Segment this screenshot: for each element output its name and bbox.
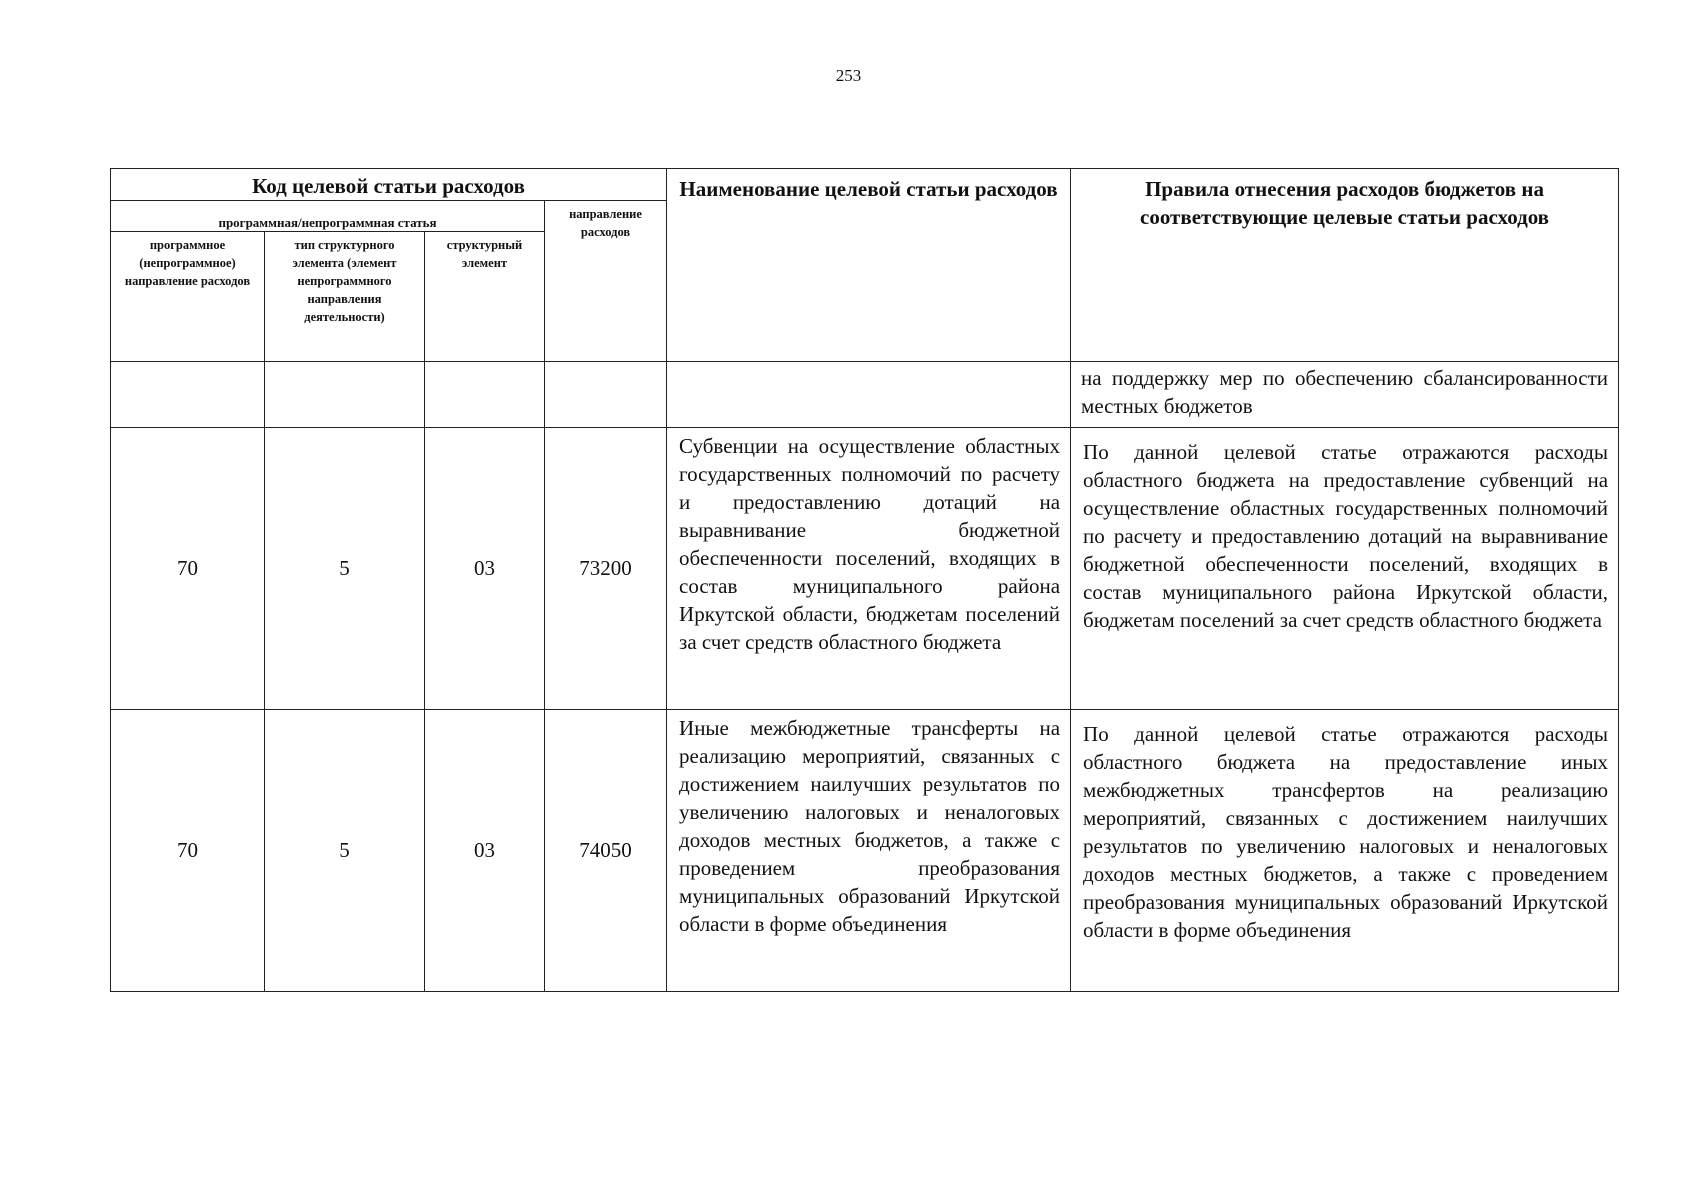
empty-cell <box>667 362 1071 428</box>
empty-cell <box>545 362 667 428</box>
direction-header: направление расходов <box>545 201 667 362</box>
element-code-cell: 03 <box>425 428 545 710</box>
empty-cell <box>111 362 265 428</box>
page-number: 253 <box>835 66 862 85</box>
article-rules-cell: По данной целевой статье отражаются расходы областного бюджета на предоставление иных межбюджетных трансфертов на реализацию мероприятий, связанных с достижением наилучших результатов по увеличению налоговых и неналоговых доходов местных бюджетов, а также с проведением преобразования муниципальных образований Иркутской области в форме объединения <box>1071 710 1619 992</box>
table-row <box>111 710 1619 992</box>
continuation-rules-cell: на поддержку мер по обеспечению сбалансированности местных бюджетов <box>1071 362 1619 428</box>
article-name-cell: Иные межбюджетные трансферты на реализацию мероприятий, связанных с достижением наилучших результатов по увеличению налоговых и неналоговых доходов местных бюджетов, а также с проведением преобразования муниципальных образований Иркутской области в форме объединения <box>667 710 1071 992</box>
empty-cell <box>425 362 545 428</box>
direction-code-cell: 74050 <box>545 710 667 992</box>
structural-element-header: структурный элемент <box>425 232 545 362</box>
structural-type-header: тип структурного элемента (элемент непрограммного направления деятельности) <box>265 232 425 362</box>
type-code-cell: 5 <box>265 710 425 992</box>
empty-cell <box>265 362 425 428</box>
program-code-cell: 70 <box>111 428 265 710</box>
article-name-cell: Субвенции на осуществление областных государственных полномочий по расчету и предоставлению дотаций на выравнивание бюджетной обеспеченности поселений, входящих в состав муниципального района Иркутской области, бюджетам поселений за счет средств областного бюджета <box>667 428 1071 710</box>
name-header: Наименование целевой статьи расходов <box>667 169 1071 362</box>
rules-header: Правила отнесения расходов бюджетов на соответствующие целевые статьи расходов <box>1071 169 1619 362</box>
table-row <box>111 362 1619 428</box>
program-direction-header: программное (непрограммное) направление расходов <box>111 232 265 362</box>
program-article-header: программная/непрограммная статья <box>111 201 545 232</box>
code-header: Код целевой статьи расходов <box>111 169 667 201</box>
table-row <box>111 428 1619 710</box>
element-code-cell: 03 <box>425 710 545 992</box>
type-code-cell: 5 <box>265 428 425 710</box>
program-code-cell: 70 <box>111 710 265 992</box>
article-rules-cell: По данной целевой статье отражаются расходы областного бюджета на предоставление субвенций на осуществление областных государственных полномочий по расчету и предоставлению дотаций на выравнивание бюджетной обеспеченности поселений, входящих в состав муниципального района Иркутской области, бюджетам поселений за счет средств областного бюджета <box>1071 428 1619 710</box>
target-articles-table <box>110 168 1619 992</box>
direction-code-cell: 73200 <box>545 428 667 710</box>
